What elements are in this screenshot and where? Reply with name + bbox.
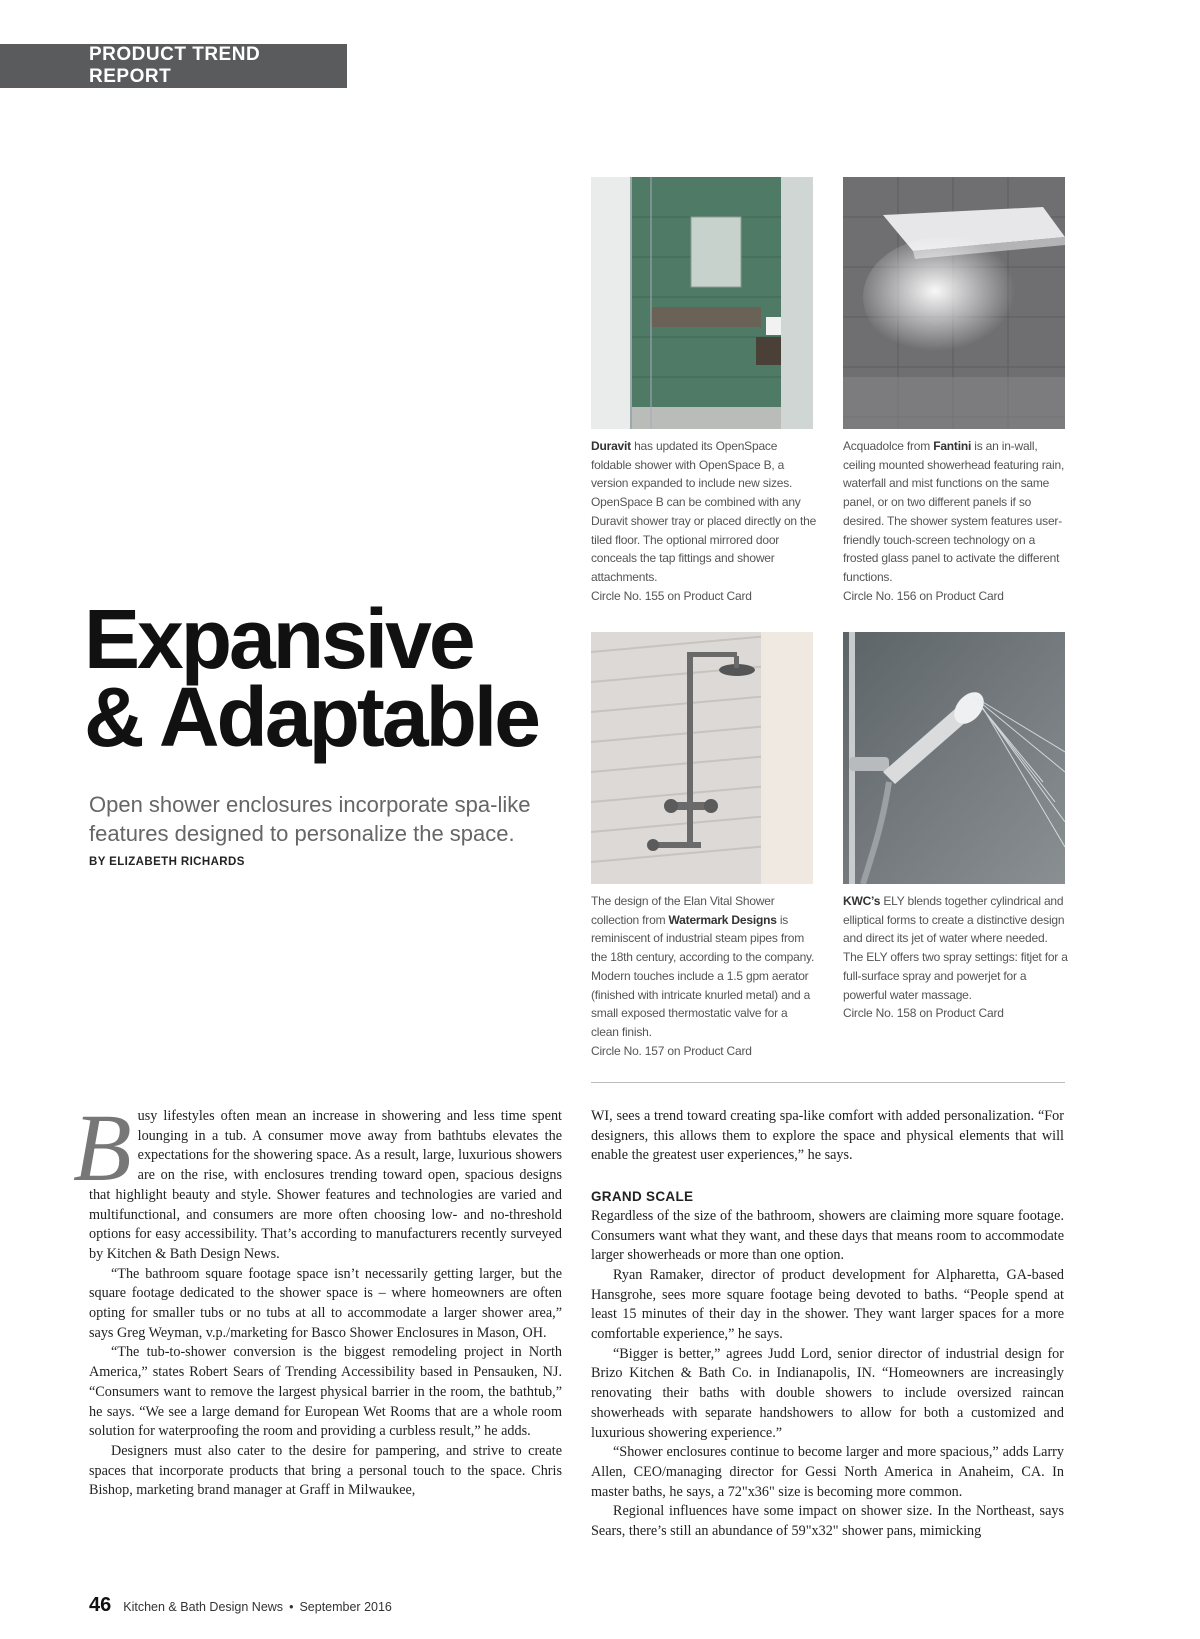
body-paragraph: Regardless of the size of the bathroom, showers are claiming more square footage. Consumers want what they want, and these days that means room to accommodate larger showerheads or more than one option. <box>591 1207 1064 1264</box>
divider-rule <box>591 1082 1065 1083</box>
caption-watermark <box>591 892 817 1060</box>
body-paragraph: Designers must also cater to the desire for pampering, and strive to create spaces that incorporate products that bring a personal touch to the space. Chris Bishop, marketing brand manager at Graff in Milwaukee, <box>89 1442 562 1499</box>
body-paragraph: WI, sees a trend toward creating spa-like comfort with added personalization. “For designers, this allows them to explore the space and physical elements that will enable the greatest user experiences,” he says. <box>591 1108 1064 1164</box>
section-banner: PRODUCT TREND REPORT <box>0 44 347 88</box>
page-number: 46 <box>89 1594 112 1616</box>
body-column-right <box>591 1107 1064 1542</box>
caption-text: is reminiscent of industrial steam pipes from the 18th century, according to the company. Modern touches include a 1.5 gpm aerator (finished with intricate knurled metal) and a small exposed thermostatic valve for a clean finish. <box>591 912 815 1039</box>
subhead-grand-scale: GRAND SCALE <box>591 1189 694 1205</box>
article-deck: Open shower enclosures incorporate spa-like features designed to personalize the space. <box>89 792 531 846</box>
caption-fantini <box>843 437 1069 605</box>
caption-kwc <box>843 892 1069 1023</box>
body-paragraph-text: usy lifestyles often mean an increase in showering and less time spent lounging in a tub. A consumer move away from bathtubs elevates the expectations for the showering space. As a result, large, luxurious showers are on the rise, with enclosures trending toward open, spacious designs that highlight beauty and style. Shower features and technologies are varied and multifunctional, and consumers are more often choosing low- and no-threshold options for easy accessibility. That’s according to manufacturers recently surveyed by Kitchen & Bath Design News. <box>89 1108 562 1262</box>
headline-line-2: & Adaptable <box>84 670 538 764</box>
body-paragraph: Regional influences have some impact on shower size. In the Northeast, says Sears, there’s still an abundance of 59"x32" shower pans, mimicking <box>591 1503 1064 1540</box>
caption-brand: Duravit <box>591 439 631 453</box>
body-paragraph <box>73 1094 562 1265</box>
photo-kwc-handshower <box>843 632 1065 884</box>
body-paragraph: “Bigger is better,” agrees Judd Lord, senior director of industrial design for Brizo Kitchen & Bath Co. in Indianapolis, IN. “Homeowners are increasingly renovating their baths with double showers to include oversized raincan showerheads with separate handshowers to allow for both a customized and luxurious showering experience.” <box>591 1345 1064 1441</box>
caption-circle-number: Circle No. 155 on Product Card <box>591 588 752 603</box>
caption-pre: The design of the Elan Vital Shower collection from <box>591 894 775 927</box>
body-paragraph: “The tub-to-shower conversion is the biggest remodeling project in North America,” states Robert Sears of Trending Accessibility based in Pensauken, NJ. “Consumers want to remove the largest physical barrier in the room, the bathtub,” he says. “We see a large demand for European Wet Rooms that are a whole room solution for waterproofing the room and providing a curbless result,” he adds. <box>89 1344 562 1440</box>
caption-circle-number: Circle No. 157 on Product Card <box>591 1043 752 1058</box>
caption-brand: Watermark Designs <box>668 912 777 927</box>
page-footer <box>89 1594 392 1617</box>
caption-brand: KWC’s <box>843 894 881 908</box>
caption-text: is an in-wall, ceiling mounted showerhead featuring rain, waterfall and mist functions on the same panel, or on two different panels if so desired. The shower system features user-friendly touch-screen technology on a frosted glass panel to activate the different functions. <box>843 439 1065 584</box>
footer-separator: • <box>289 1600 294 1614</box>
caption-text: has updated its OpenSpace foldable shower with OpenSpace B, a version expanded to include new sizes. OpenSpace B can be combined with any Duravit shower tray or placed directly on the tiled floor. The optional mirrored door conceals the tap fittings and shower attachments. <box>591 439 817 584</box>
byline: BY ELIZABETH RICHARDS <box>89 856 245 868</box>
drop-cap: B <box>73 1094 132 1201</box>
caption-duravit <box>591 437 817 605</box>
headline-line-1: Expansive <box>84 592 473 686</box>
caption-circle-number: Circle No. 156 on Product Card <box>843 588 1004 603</box>
article-headline <box>84 592 584 764</box>
caption-brand: Fantini <box>933 439 972 453</box>
body-paragraph: “The bathroom square footage space isn’t necessarily getting larger, but the square footage dedicated to the shower space is – where homeowners are often opting for smaller tubs or no tubs at all to accommodate a larger shower area,” says Greg Weyman, v.p./marketing for Basco Shower Enclosures in Mason, OH. <box>89 1265 562 1341</box>
caption-circle-number: Circle No. 158 on Product Card <box>843 1006 1004 1021</box>
publication-name: Kitchen & Bath Design News <box>123 1600 284 1614</box>
caption-pre: Acquadolce from <box>843 439 934 453</box>
issue-date: September 2016 <box>299 1600 392 1614</box>
photo-fantini-showerhead <box>843 177 1065 429</box>
body-paragraph: “Shower enclosures continue to become larger and more spacious,” adds Larry Allen, CEO/managing director for Gessi North America in Anaheim, CA. In master baths, he says, a 72"x36" size is becoming more common. <box>591 1444 1064 1500</box>
body-column-left <box>73 1094 562 1501</box>
caption-text: ELY blends together cylindrical and elliptical forms to create a distinctive design and direct its jet of water where needed. The ELY offers two spray settings: fitjet for a full-surface spray and powerjet for a powerful water massage. <box>843 894 1068 1002</box>
photo-watermark-shower <box>591 632 813 884</box>
photo-duravit-shower <box>591 177 813 429</box>
body-paragraph: Ryan Ramaker, director of product development for Alpharetta, GA-based Hansgrohe, sees more square footage being devoted to baths. “People spend at least 15 minutes of their day in the shower. They want larger spaces for a more comfortable experience,” he says. <box>591 1266 1064 1343</box>
